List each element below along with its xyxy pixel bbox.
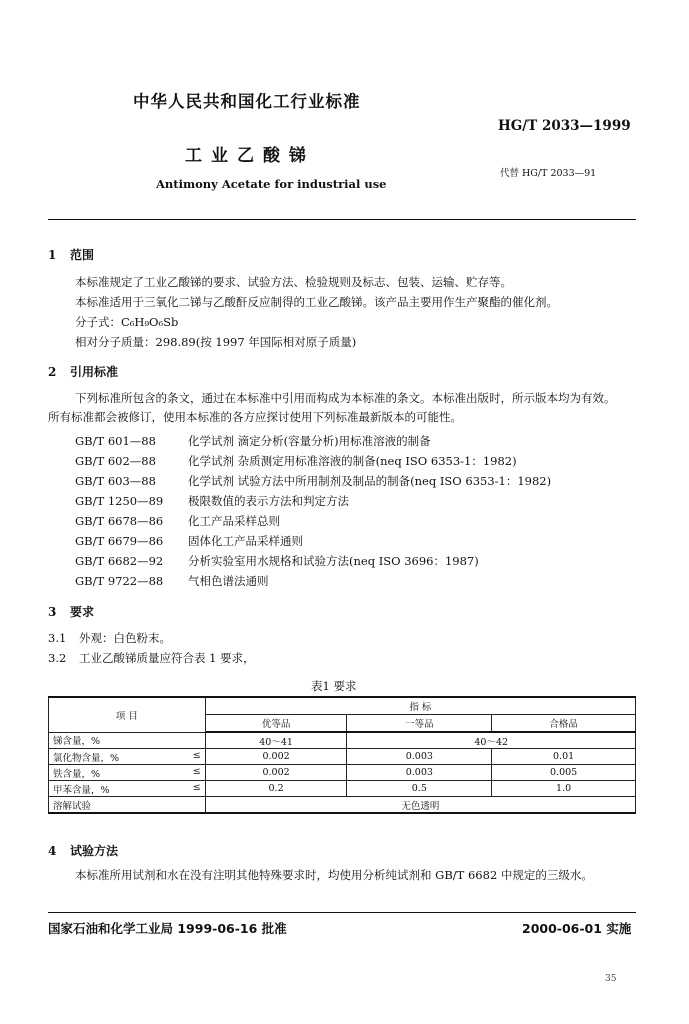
cell: 40～42 — [347, 732, 636, 749]
clause-number: 3.2 — [48, 651, 67, 665]
section-4-heading — [48, 842, 118, 859]
section-number: 3 — [48, 605, 57, 619]
cell: 0.01 — [492, 749, 636, 765]
list-item — [75, 513, 280, 529]
section-1-heading — [48, 246, 94, 263]
section-number: 2 — [48, 365, 57, 379]
table-caption: 表1 要求 — [311, 679, 357, 693]
table-row — [49, 732, 636, 749]
list-item — [75, 573, 269, 589]
header-index: 指 标 — [205, 697, 635, 715]
table-row — [49, 749, 636, 765]
cell: 1.0 — [492, 781, 636, 797]
paragraph: 本标准规定了工业乙酸锑的要求、试验方法、检验规则及标志、包装、运输、贮存等。 — [75, 275, 512, 289]
paragraph: 本标准适用于三氧化二锑与乙酸酐反应制得的工业乙酸锑。该产品主要用作生产聚酯的催化剂。 — [75, 295, 558, 309]
cell: 0.2 — [205, 781, 347, 797]
clause-text: 外观：白色粉末。 — [79, 631, 171, 645]
molecular-mass: 相对分子质量：298.89(按 1997 年国际相对原子质量) — [75, 335, 357, 349]
cell: 40～41 — [205, 732, 347, 749]
row-label: 甲苯含量，% — [53, 784, 110, 796]
section-4-text: 本标准所用试剂和水在没有注明其他特殊要求时，均使用分析纯试剂和 GB/T 6682 中规定的三级水。 — [75, 868, 593, 882]
requirements-table — [48, 696, 636, 814]
page-number: 35 — [605, 974, 617, 984]
ref-title: 化学试剂 试验方法中所用制剂及制品的制备(neq ISO 6353-1：1982) — [188, 474, 552, 488]
footer-divider — [48, 912, 636, 913]
clause — [48, 630, 171, 646]
list-item — [75, 493, 349, 509]
cell: 0.5 — [347, 781, 492, 797]
row-label-cell — [49, 781, 206, 797]
ref-code: GB/T 603—88 — [75, 474, 156, 488]
ref-title: 化学试剂 杂质测定用标准溶液的制备(neq ISO 6353-1：1982) — [188, 454, 517, 468]
header-grade: 合格品 — [492, 715, 636, 733]
header-grade: 优等品 — [205, 715, 347, 733]
ref-code: GB/T 6678—86 — [75, 514, 164, 528]
list-item — [75, 473, 551, 489]
section-2-intro: 下列标准所包含的条文，通过在本标准中引用而构成为本标准的条文。本标准出版时，所示版本均为有效。所有标准都会被修订，使用本标准的各方应探讨使用下列标准最新版本的可能性。 — [48, 391, 616, 424]
ref-title: 极限数值的表示方法和判定方法 — [188, 494, 349, 508]
section-number: 4 — [48, 844, 57, 858]
approval-line: 国家石油和化学工业局 1999-06-16 批准 — [48, 921, 287, 936]
list-item — [75, 453, 517, 469]
clause — [48, 650, 255, 666]
effective-date: 2000-06-01 实施 — [522, 921, 632, 936]
ref-code: GB/T 602—88 — [75, 454, 156, 468]
row-label-cell — [49, 765, 206, 781]
section-3-heading — [48, 603, 94, 620]
english-title: Antimony Acetate for industrial use — [156, 177, 387, 191]
clause-text: 工业乙酸锑质量应符合表 1 要求， — [79, 651, 255, 665]
header-divider — [48, 219, 636, 220]
row-label-cell — [49, 749, 206, 765]
ref-title: 分析实验室用水规格和试验方法(neq ISO 3696：1987) — [188, 554, 479, 568]
ref-code: GB/T 6682—92 — [75, 554, 164, 568]
ref-title: 化工产品采样总则 — [188, 514, 280, 528]
cell: 0.002 — [205, 765, 347, 781]
table-row — [49, 797, 636, 814]
cell: 0.002 — [205, 749, 347, 765]
standard-name: 中华人民共和国化工行业标准 — [133, 92, 361, 111]
ref-code: GB/T 1250—89 — [75, 494, 164, 508]
row-label: 铁含量，% — [53, 768, 101, 780]
section-title: 引用标准 — [70, 365, 119, 379]
section-number: 1 — [48, 248, 57, 262]
replaces-note: 代替 HG/T 2033—91 — [500, 168, 597, 179]
ref-title: 气相色谱法通则 — [188, 574, 269, 588]
cell: 无色透明 — [205, 797, 635, 814]
molecular-formula: 分子式：C₆H₉O₆Sb — [75, 315, 179, 329]
cell: 0.005 — [492, 765, 636, 781]
table-row — [49, 765, 636, 781]
header-item: 项 目 — [49, 697, 206, 732]
standard-code: HG/T 2033—1999 — [498, 118, 631, 134]
section-title: 要求 — [70, 605, 95, 619]
section-title: 试验方法 — [70, 844, 119, 858]
cell: 0.003 — [347, 765, 492, 781]
ref-title: 化学试剂 滴定分析(容量分析)用标准溶液的制备 — [188, 434, 431, 448]
ref-code: GB/T 9722—88 — [75, 574, 164, 588]
section-2-heading — [48, 363, 118, 380]
section-title: 范围 — [70, 248, 95, 262]
row-label: 溶解试验 — [49, 797, 206, 814]
le-symbol: ≤ — [192, 781, 201, 793]
le-symbol: ≤ — [192, 749, 201, 761]
list-item — [75, 433, 431, 449]
le-symbol: ≤ — [192, 765, 201, 777]
ref-code: GB/T 601—88 — [75, 434, 156, 448]
ref-title: 固体化工产品采样通则 — [188, 534, 303, 548]
list-item — [75, 533, 303, 549]
row-label: 氯化物含量，% — [53, 752, 120, 764]
table-row — [49, 781, 636, 797]
row-label: 锑含量，% — [49, 732, 206, 749]
document-title: 工业乙酸锑 — [185, 146, 315, 166]
cell: 0.003 — [347, 749, 492, 765]
list-item — [75, 553, 479, 569]
clause-number: 3.1 — [48, 631, 67, 645]
ref-code: GB/T 6679—86 — [75, 534, 164, 548]
header-grade: 一等品 — [347, 715, 492, 733]
